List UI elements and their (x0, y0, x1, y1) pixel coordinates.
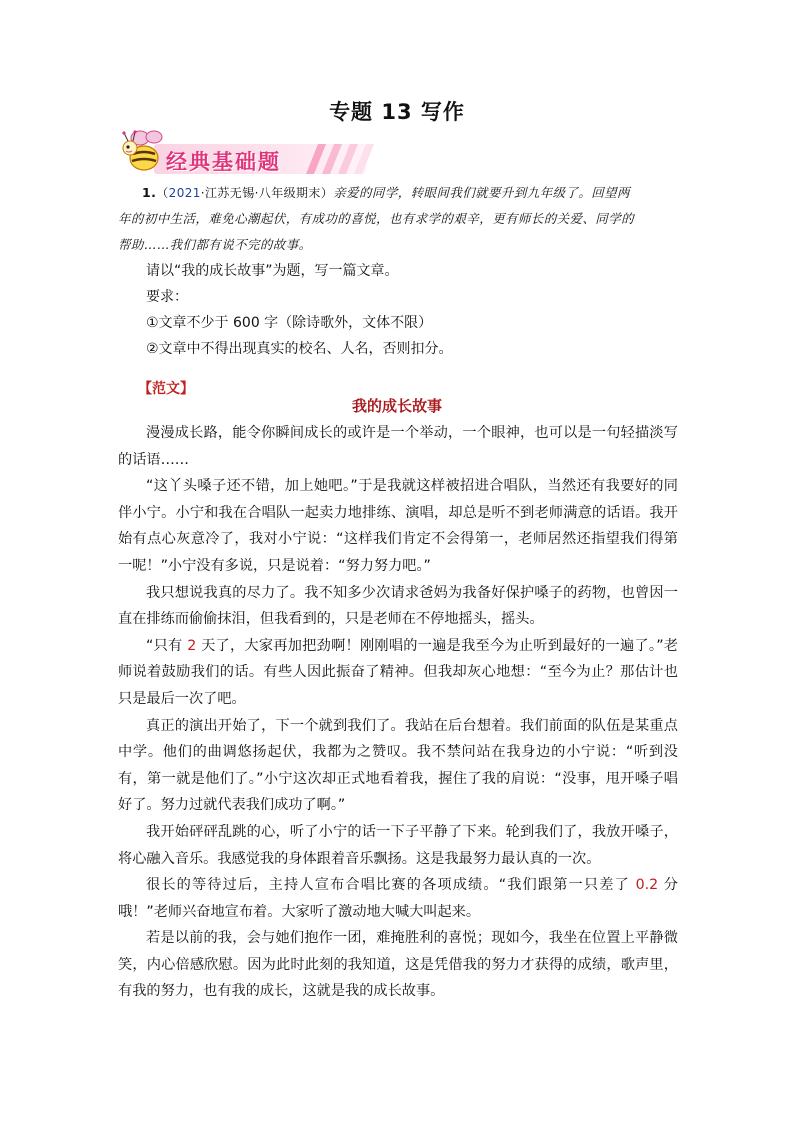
page-title: 专题 13 写作 (329, 100, 465, 124)
essay-paragraph: 很长的等待过后，主持人宣布合唱比赛的各项成绩。“我们跟第一只差了 0.2 分哦！”老师兴奋地宣布着。大家听了激动地大喊大叫起来。 (118, 877, 678, 920)
question-number: 1. (142, 185, 157, 200)
essay-title: 我的成长故事 (351, 397, 442, 415)
essay-paragraph: 若是以前的我，会与她们抱作一团，难掩胜利的喜悦；现如今，我坐在位置上平静微笑，内心倍感欣慰。因为此时此刻的我知道，这是凭借我的努力才获得的成绩，歌声里，有我的努力，也有我的成长，这就是我的成长故事。 (118, 930, 678, 1000)
requirements-label: 要求： (146, 289, 188, 305)
banner-stripes (306, 144, 378, 174)
essay-paragraph: “只有 2 天了，大家再加把劲啊！刚刚唱的一遍是我至今为止听到最好的一遍了。”老师说着鼓励我们的话。有些人因此振奋了精神。但我却灰心地想：“至今为止？那估计也只是最后一次了吧。 (118, 637, 678, 707)
requirement-2: ②文章中不得出现真实的校名、人名，否则扣分。 (146, 341, 453, 357)
source-year: 2021 (168, 186, 201, 200)
question-block (118, 180, 678, 258)
banner-label: 经典基础题 (166, 150, 281, 174)
section-banner (118, 124, 378, 180)
question-source: （2021·江苏无锡·八年级期末） (156, 186, 334, 200)
essay-paragraph: 真正的演出开始了，下一个就到我们了。我站在后台想着。我们前面的队伍是某重点中学。他们的曲调悠扬起伏，我都为之赞叹。我不禁问站在我身边的小宁说：“听到没有，第一就是他们了。”小宁这次却正式地看着我，握住了我的肩说：“没事，甩开嗓子唱好了。努力过就代表我们成功了啊。” (118, 717, 678, 814)
question-text-3: 帮助……我们都有说不完的故事。 (118, 237, 312, 252)
instruction: 请以“我的成长故事”为题，写一篇文章。 (146, 263, 399, 279)
essay-body (118, 420, 678, 1005)
prompt-block (118, 258, 678, 416)
question-text-1: 亲爱的同学，转眼间我们就要升到九年级了。回望两 (333, 185, 630, 200)
essay-paragraph: 我开始砰砰乱跳的心，听了小宁的话一下子平静了下来。轮到我们了，我放开嗓子，将心融入音乐。我感觉我的身体跟着音乐飘扬。这是我最努力最认真的一次。 (118, 823, 678, 867)
question-text-2: 年的初中生活，难免心潮起伏，有成功的喜悦，也有求学的艰辛，更有师长的关爱、同学的 (118, 211, 635, 226)
essay-paragraph: “这丫头嗓子还不错，加上她吧。”于是我就这样被招进合唱队，当然还有我要好的同伴小宁。小宁和我在合唱队一起卖力地排练、演唱，却总是听不到老师满意的话语。我开始有点心灰意冷了，我对小宁说：“这样我们肯定不会得第一，老师居然还指望我们得第一呢！”小宁没有多说，只是说着：“努力努力吧。” (118, 478, 678, 574)
highlight-number: 2 (187, 637, 197, 654)
fanwen-label: 【范文】 (138, 381, 194, 397)
essay-paragraph: 我只想说我真的尽力了。我不知多少次请求爸妈为我备好保护嗓子的药物，也曾因一直在排练而偷偷抹泪，但我看到的，只是老师在不停地摇头，摇头。 (118, 584, 678, 628)
highlight-number: 0.2 (635, 877, 659, 894)
requirement-1: ①文章不少于 600 字（除诗歌外，文体不限） (146, 315, 433, 331)
essay-paragraph: 漫漫成长路，能令你瞬间成长的或许是一个举动，一个眼神，也可以是一句轻描淡写的话语…… (118, 425, 678, 468)
